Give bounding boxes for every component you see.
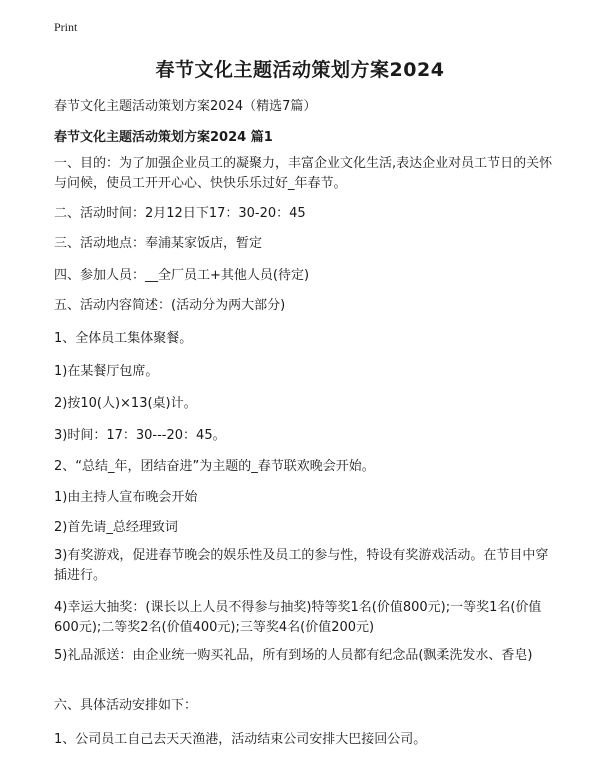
section-title: 春节文化主题活动策划方案2024 篇1 xyxy=(54,130,273,145)
paragraph: 3)有奖游戏，促进春节晚会的娱乐性及员工的参与性，特设有奖游戏活动。在节目中穿插进行。 xyxy=(54,548,549,583)
paragraph: 二、活动时间：2月12日下17：30-20：45 xyxy=(54,206,306,221)
paragraph: 2)首先请_总经理致词 xyxy=(54,520,178,535)
paragraph: 五、活动内容简述：(活动分为两大部分) xyxy=(54,298,286,313)
paragraph: 1、公司员工自己去天天渔港，活动结束公司安排大巴接回公司。 xyxy=(54,732,427,747)
paragraph: 3)时间：17：30---20：45。 xyxy=(54,428,226,443)
paragraph: 一、目的：为了加强企业员工的凝聚力，丰富企业文化生活,表达企业对员工节日的关怀与问候，使员工开开心心、快快乐乐过好_年春节。 xyxy=(54,156,553,191)
paragraph: 2、“总结_年，团结奋进”为主题的_春节联欢晚会开始。 xyxy=(54,459,375,474)
paragraph: 5)礼品派送：由企业统一购买礼品，所有到场的人员都有纪念品(飘柔洗发水、香皂) xyxy=(54,648,533,663)
paragraph: 六、具体活动安排如下： xyxy=(54,698,198,713)
paragraph: 1)由主持人宣布晚会开始 xyxy=(54,490,198,505)
document-title: 春节文化主题活动策划方案2024 xyxy=(155,59,445,81)
paragraph: 四、参加人员：__全厂员工+其他人员(待定) xyxy=(54,268,310,283)
print-label[interactable]: Print xyxy=(54,20,78,34)
paragraph: 1)在某餐厅包席。 xyxy=(54,364,159,379)
paragraph: 2)按10(人)×13(桌)计。 xyxy=(54,396,197,411)
paragraph: 1、全体员工集体聚餐。 xyxy=(54,331,193,346)
paragraph: 三、活动地点：奉浦某家饭店，暂定 xyxy=(54,236,263,251)
document-subtitle: 春节文化主题活动策划方案2024（精选7篇） xyxy=(54,99,317,114)
paragraph: 4)幸运大抽奖：(课长以上人员不得参与抽奖)特等奖1名(价值800元);一等奖1名(价值600元);二等奖2名(价值400元);三等奖4名(价值200元) xyxy=(54,600,542,635)
